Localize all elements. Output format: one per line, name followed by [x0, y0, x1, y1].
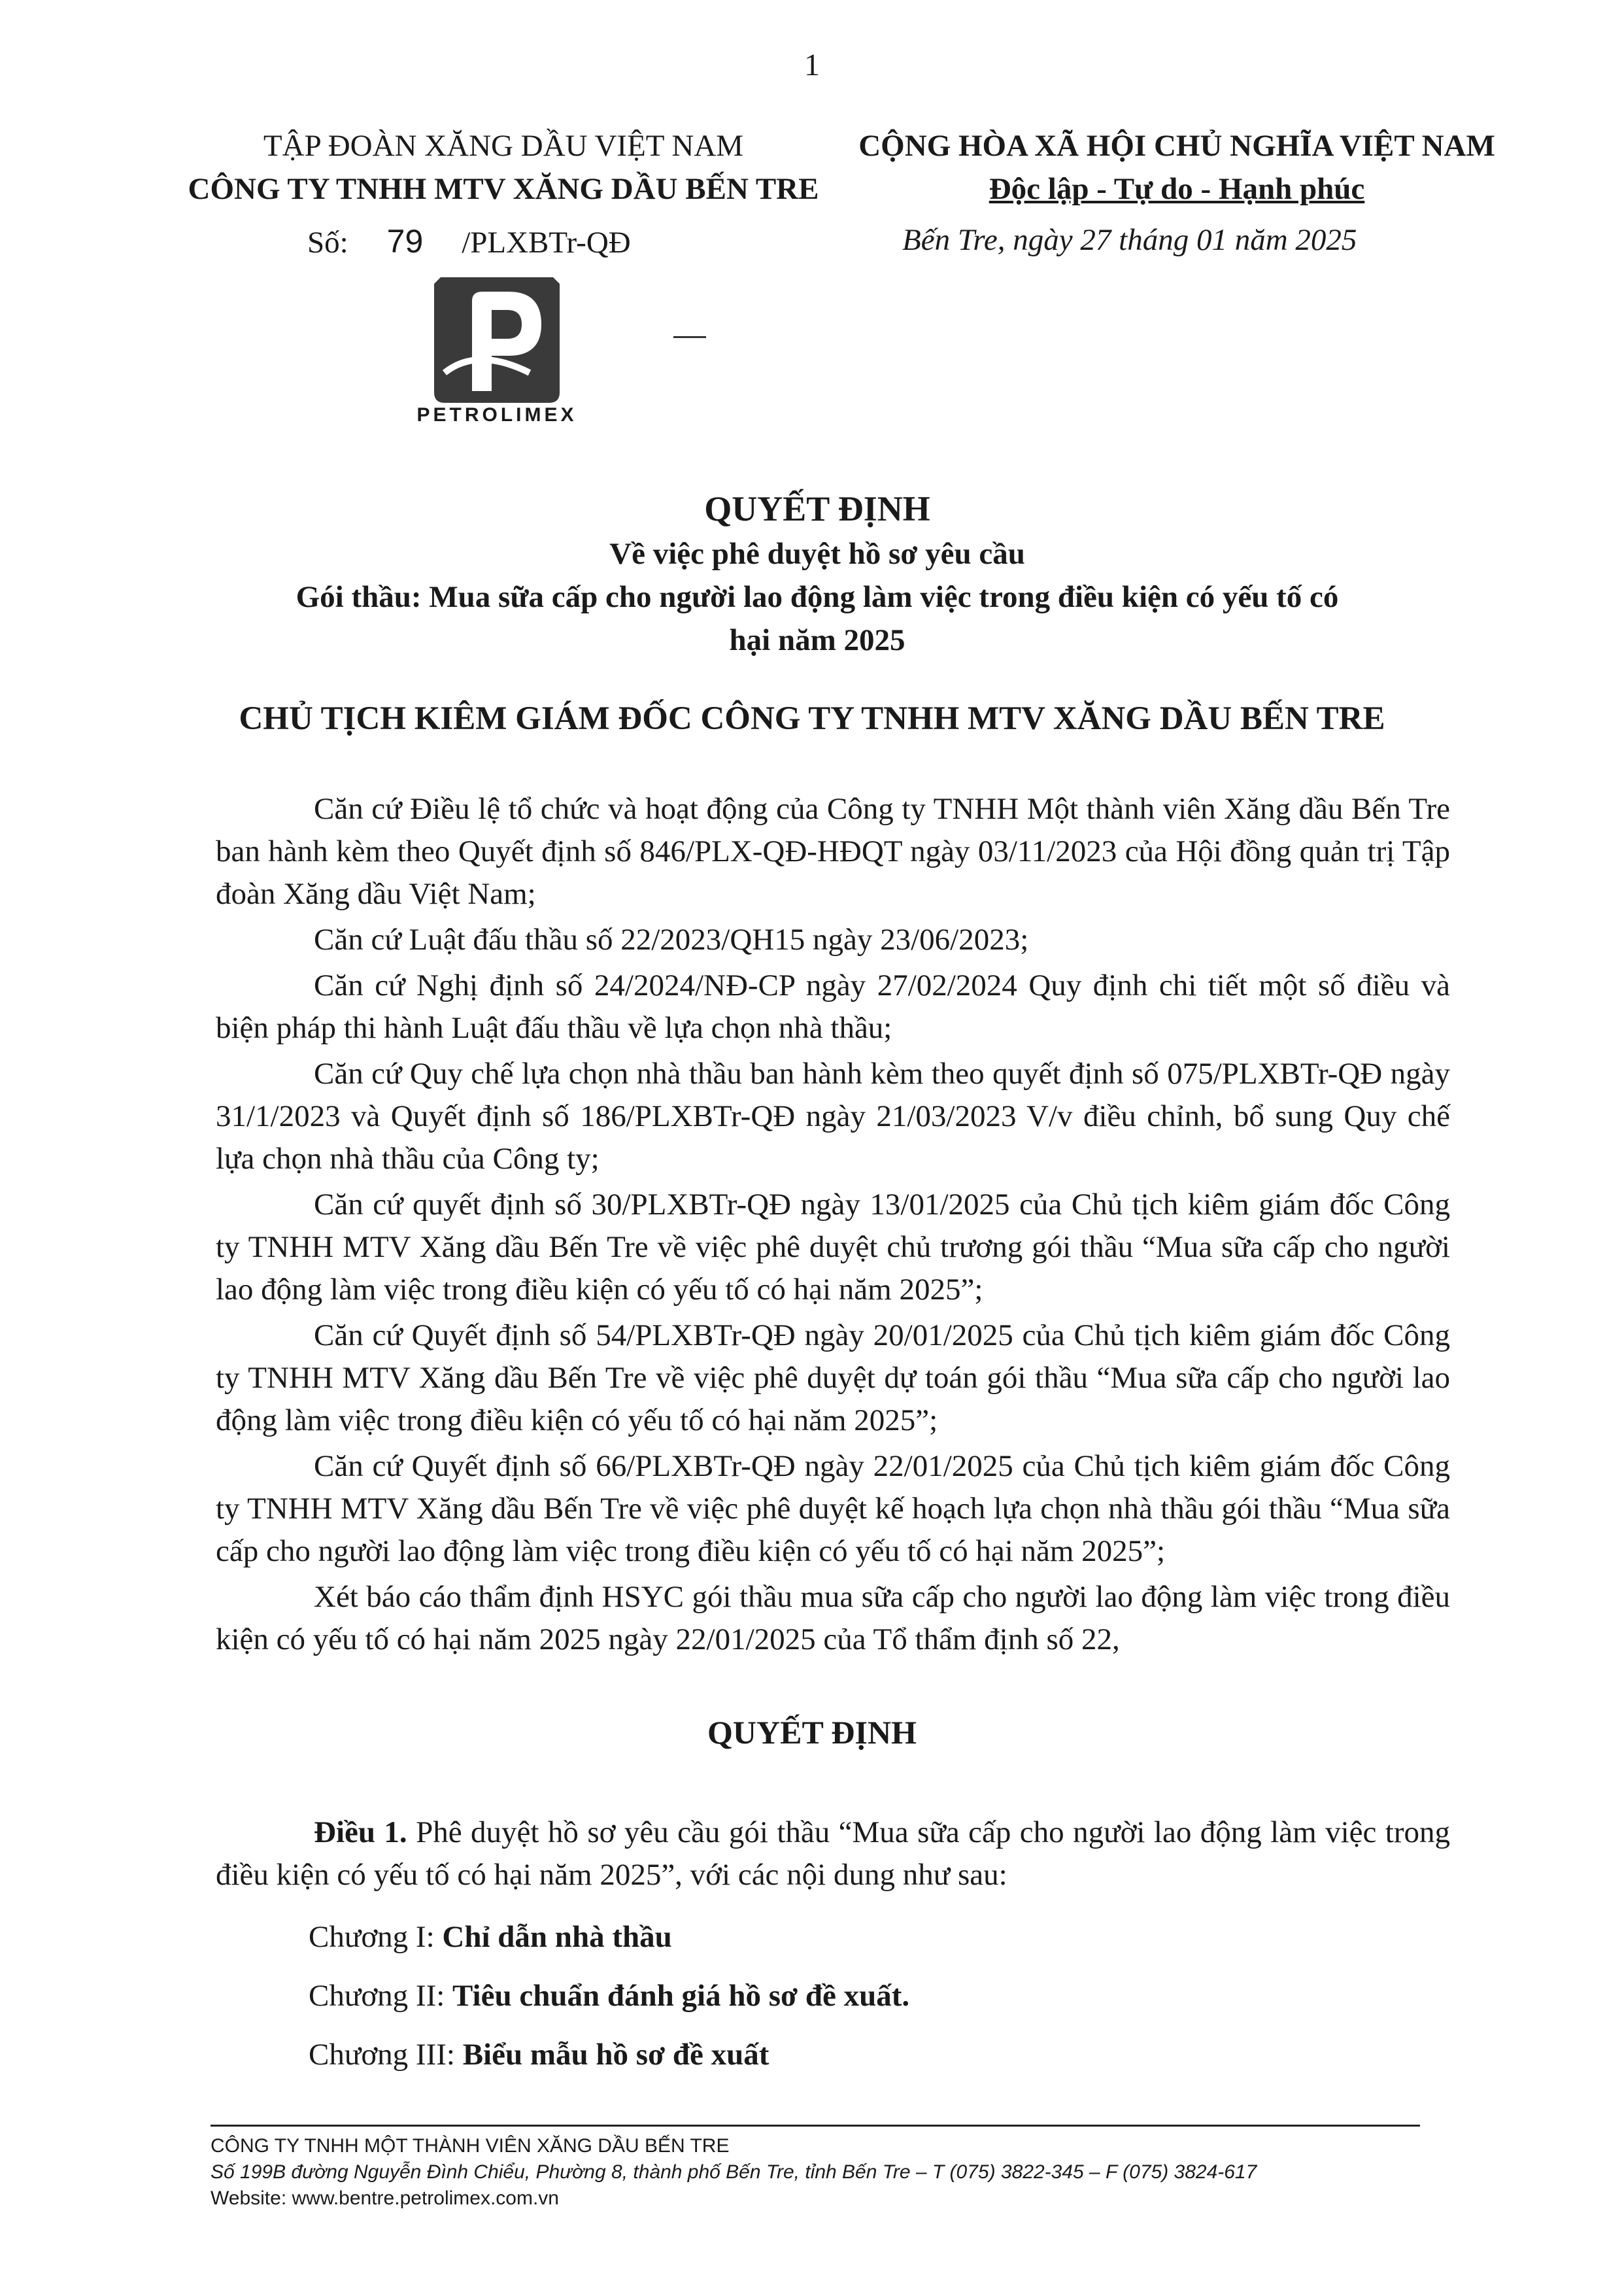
- issuing-company: CÔNG TY TNHH MTV XĂNG DẦU BẾN TRE: [188, 172, 819, 206]
- issue-date: Bến Tre, ngày 27 tháng 01 năm 2025: [902, 223, 1357, 257]
- footer-company: CÔNG TY TNHH MỘT THÀNH VIÊN XĂNG DẦU BẾN TRE: [211, 2135, 730, 2157]
- article-1-label: Điều 1.: [314, 1815, 407, 1849]
- chapter-title: Chỉ dẫn nhà thầu: [442, 1920, 672, 1954]
- national-header: [817, 124, 1536, 211]
- country-name: CỘNG HÒA XÃ HỘI CHỦ NGHĨA VIỆT NAM: [858, 129, 1495, 163]
- document-number: [307, 222, 631, 260]
- consideration-paragraph: Xét báo cáo thẩm định HSYC gói thầu mua sữa cấp cho người lao động làm việc trong điều kiện có yếu tố có hại năm 2025 ngày 22/01/2025 của Tổ thẩm định số 22,: [216, 1580, 1450, 1656]
- title-package-line2: hại năm 2025: [729, 623, 905, 657]
- chapter-label: Chương III:: [309, 2038, 463, 2072]
- issuing-authority: CHỦ TỊCH KIÊM GIÁM ĐỐC CÔNG TY TNHH MTV XĂNG DẦU BẾN TRE: [239, 700, 1385, 737]
- page-footer: [211, 2133, 1453, 2212]
- footer-divider: [211, 2125, 1420, 2127]
- petrolimex-logo-icon: [431, 275, 562, 405]
- considerations: [216, 788, 1450, 1664]
- decision-heading: QUYẾT ĐỊNH: [707, 1714, 917, 1751]
- issuer-header: [144, 124, 863, 211]
- national-motto: [817, 167, 1536, 211]
- footer-website: Website: www.bentre.petrolimex.com.vn: [211, 2187, 559, 2209]
- consideration-paragraph: Căn cứ Quy chế lựa chọn nhà thầu ban hành kèm theo quyết định số 075/PLXBTr-QĐ ngày 31/1/2023 và Quyết định số 186/PLXBTr-QĐ ngày 21/03/2023 V/v điều chỉnh, bổ sung Quy chế lựa chọn nhà thầu của Công ty;: [216, 1057, 1450, 1176]
- chapter-title: Tiêu chuẩn đánh giá hồ sơ đề xuất.: [452, 1979, 910, 2013]
- national-motto-text: Độc lập - Tự do - Hạnh phúc: [989, 172, 1365, 206]
- document-number-label: Số:: [307, 226, 348, 260]
- chapter-item: [309, 1978, 909, 2013]
- chapter-item: [309, 1919, 672, 1955]
- title-subject: Về việc phê duyệt hồ sơ yêu cầu: [609, 537, 1025, 571]
- consideration-paragraph: Căn cứ quyết định số 30/PLXBTr-QĐ ngày 13/01/2025 của Chủ tịch kiêm giám đốc Công ty TNHH MTV Xăng dầu Bến Tre về việc phê duyệt chủ trương gói thầu “Mua sữa cấp cho người lao động làm việc trong điều kiện có yếu tố có hại năm 2025”;: [216, 1188, 1450, 1307]
- footer-address: Số 199B đường Nguyễn Đình Chiểu, Phường 8, thành phố Bến Tre, tỉnh Bến Tre – T (075) 3822-345 – F (075) 3824-617: [211, 2161, 1257, 2183]
- chapter-title: Biểu mẫu hồ sơ đề xuất: [462, 2038, 770, 2072]
- document-number-suffix: /PLXBTr-QĐ: [462, 226, 631, 260]
- document-number-value: 79: [386, 223, 424, 260]
- consideration-paragraph: Căn cứ Điều lệ tổ chức và hoạt động của Công ty TNHH Một thành viên Xăng dầu Bến Tre ban hành kèm theo Quyết định số 846/PLX-QĐ-HĐQT ngày 03/11/2023 của Hội đồng quản trị Tập đoàn Xăng dầu Việt Nam;: [216, 792, 1450, 911]
- consideration-paragraph: Căn cứ Quyết định số 54/PLXBTr-QĐ ngày 20/01/2025 của Chủ tịch kiêm giám đốc Công ty TNHH MTV Xăng dầu Bến Tre về việc phê duyệt dự toán gói thầu “Mua sữa cấp cho người lao động làm việc trong điều kiện có yếu tố có hại năm 2025”;: [216, 1318, 1450, 1437]
- title-main: QUYẾT ĐỊNH: [704, 489, 930, 528]
- consideration-paragraph: Căn cứ Nghị định số 24/2024/NĐ-CP ngày 27/02/2024 Quy định chi tiết một số điều và biện pháp thi hành Luật đấu thầu về lựa chọn nhà thầu;: [216, 968, 1450, 1045]
- chapter-item: [309, 2037, 769, 2072]
- divider: [673, 336, 706, 338]
- consideration-paragraph: Căn cứ Luật đấu thầu số 22/2023/QH15 ngày 23/06/2023;: [314, 923, 1029, 957]
- logo-wordmark: PETROLIMEX: [416, 404, 577, 426]
- article-1: [216, 1811, 1450, 1896]
- chapter-label: Chương I:: [309, 1920, 443, 1954]
- page-number: 1: [804, 48, 820, 82]
- document-title: [196, 485, 1438, 662]
- consideration-paragraph: Căn cứ Quyết định số 66/PLXBTr-QĐ ngày 22/01/2025 của Chủ tịch kiêm giám đốc Công ty TNHH MTV Xăng dầu Bến Tre về việc phê duyệt kế hoạch lựa chọn nhà thầu gói thầu “Mua sữa cấp cho người lao động làm việc trong điều kiện có yếu tố có hại năm 2025”;: [216, 1449, 1450, 1568]
- parent-organization: TẬP ĐOÀN XĂNG DẦU VIỆT NAM: [263, 129, 744, 163]
- article-1-text: Phê duyệt hồ sơ yêu cầu gói thầu “Mua sữa cấp cho người lao động làm việc trong điều kiện có yếu tố có hại năm 2025”, với các nội dung như sau:: [216, 1815, 1450, 1892]
- chapter-label: Chương II:: [309, 1979, 453, 2013]
- title-package-line1: Gói thầu: Mua sữa cấp cho người lao động làm việc trong điều kiện có yếu tố có: [296, 580, 1339, 614]
